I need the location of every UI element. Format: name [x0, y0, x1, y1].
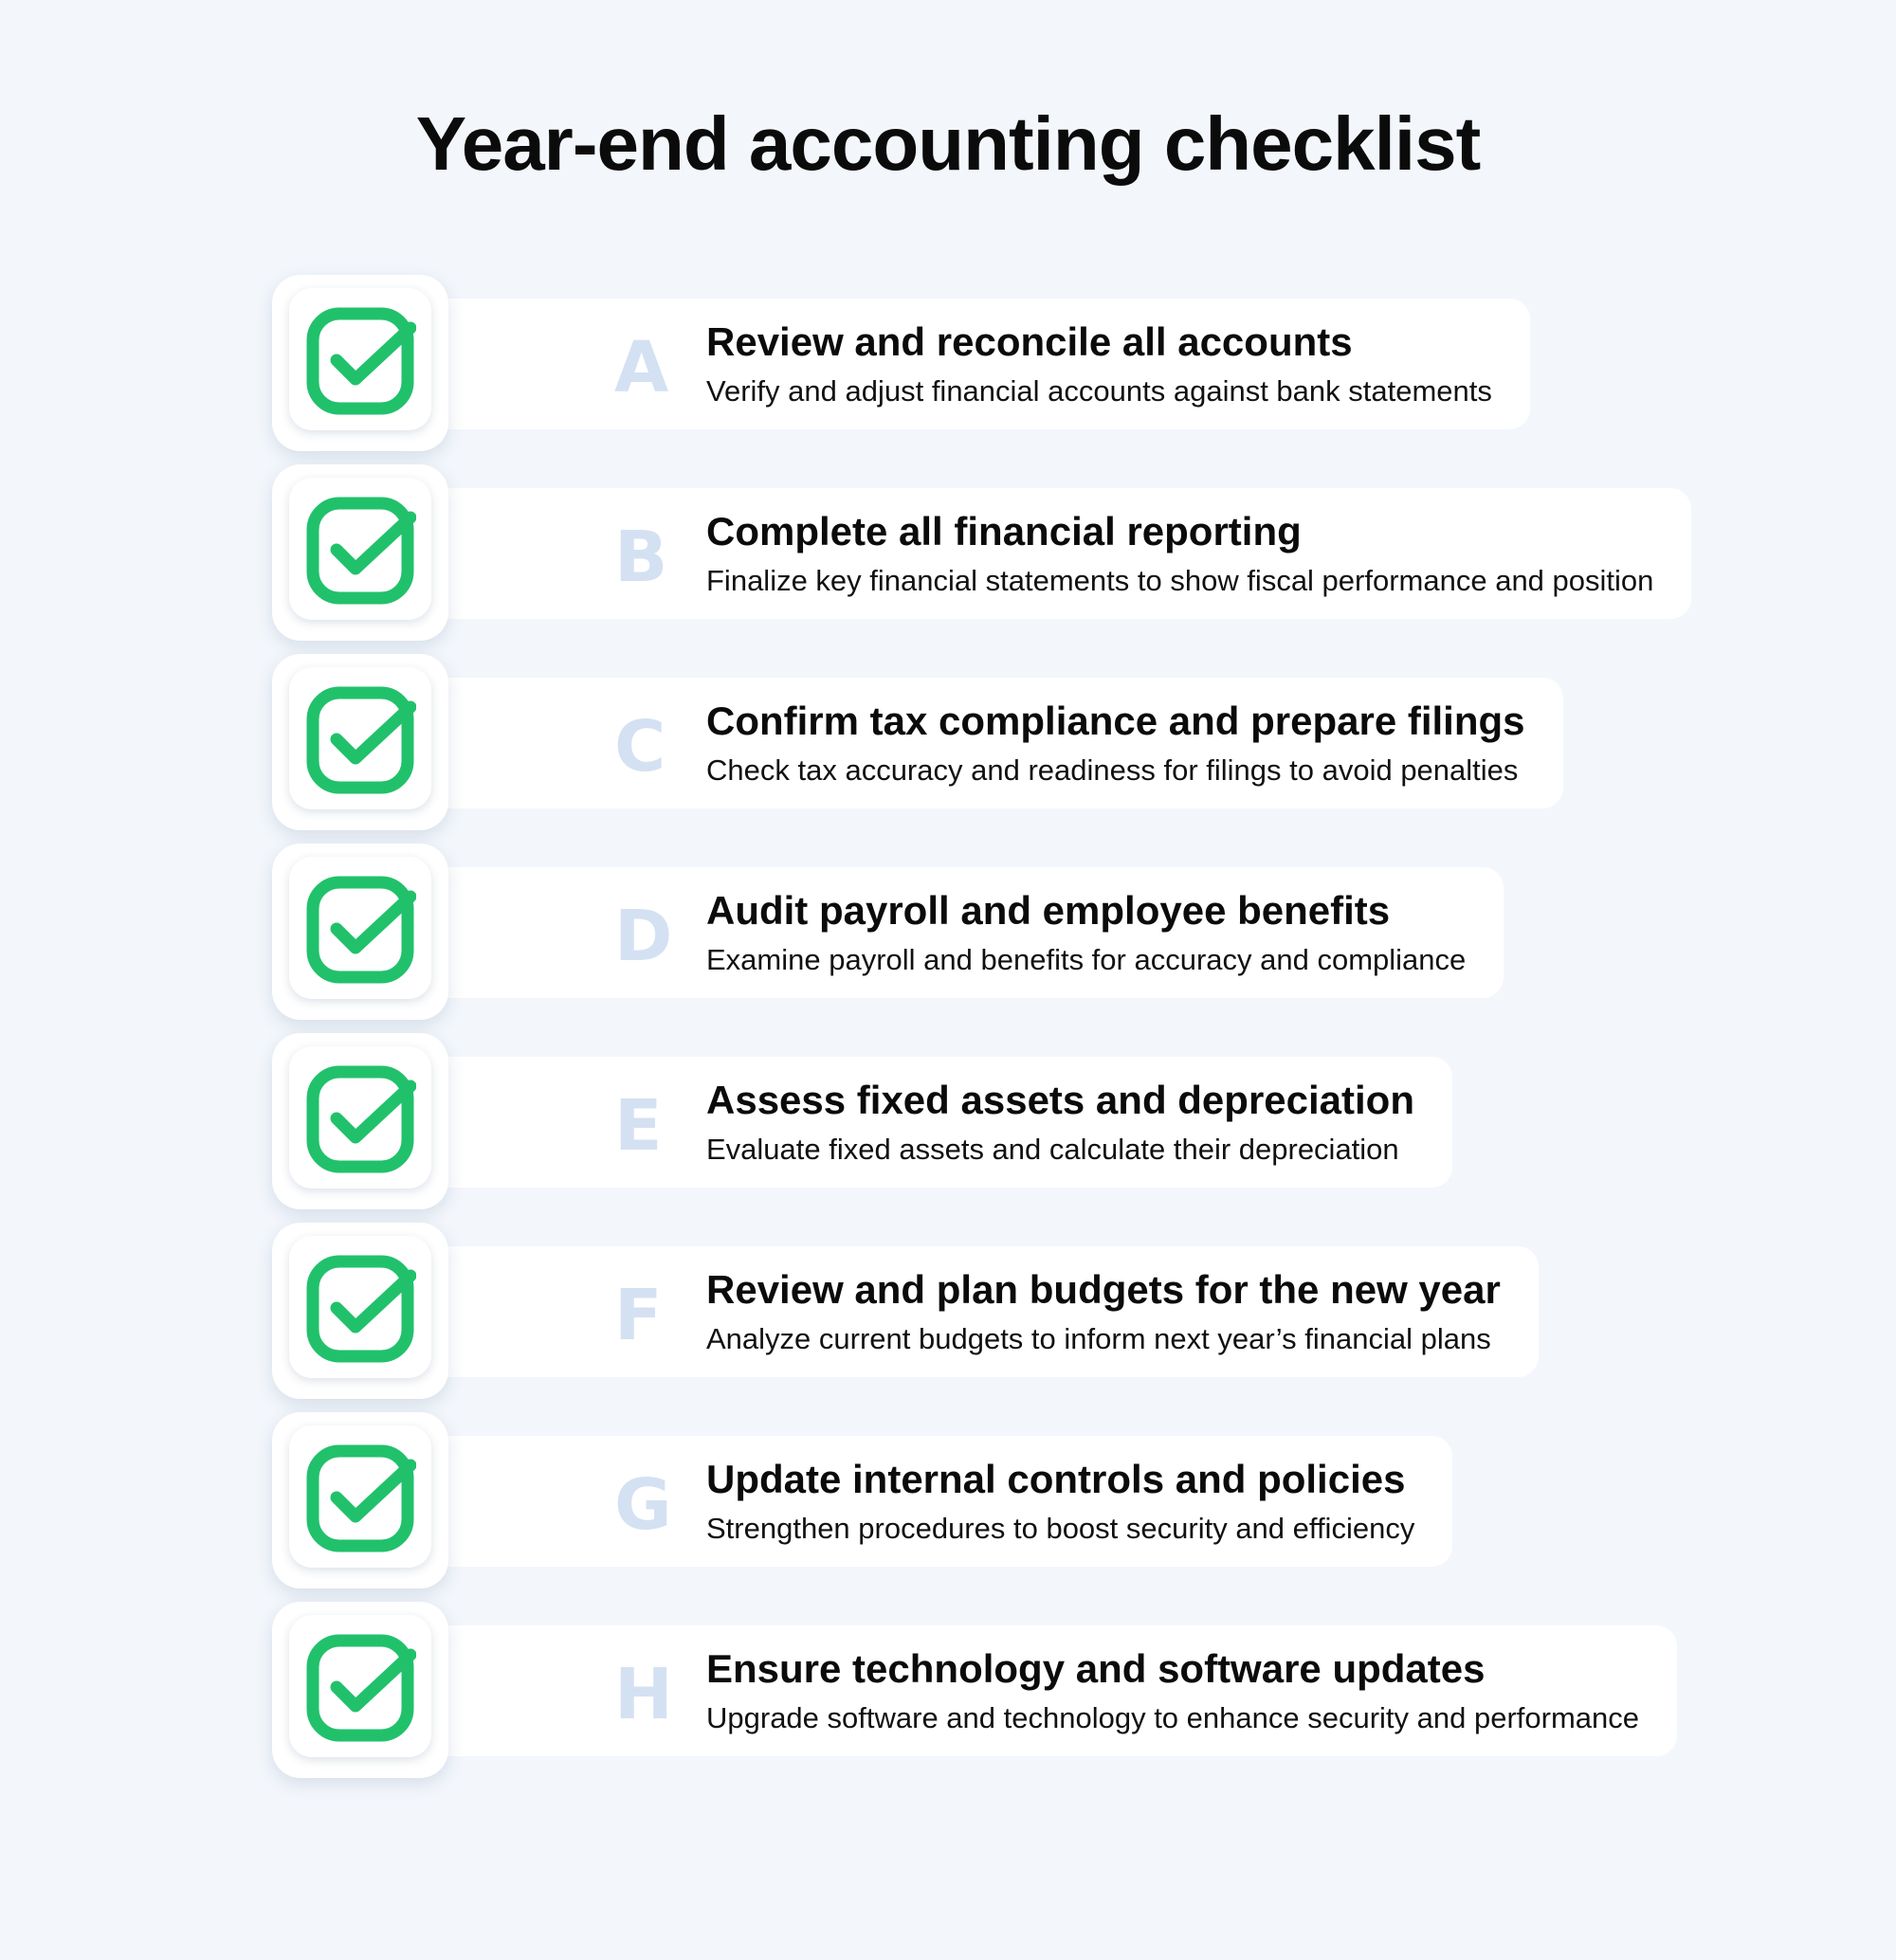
checkbox-inner: [289, 857, 431, 999]
item-card: [424, 1057, 1452, 1188]
checkbox[interactable]: [272, 1223, 448, 1399]
checkbox-inner: [289, 1615, 431, 1757]
checkbox[interactable]: [272, 844, 448, 1020]
item-description: Strengthen procedures to boost security and efficiency: [706, 1512, 1415, 1545]
item-card: [424, 1625, 1677, 1756]
item-description: Upgrade software and technology to enhance security and performance: [706, 1701, 1639, 1734]
checklist-item-d: [272, 844, 1656, 1033]
checklist: [272, 275, 1656, 1791]
item-heading: Confirm tax compliance and prepare filings: [706, 699, 1525, 743]
item-letter: D: [614, 896, 673, 977]
checkbox[interactable]: [272, 1602, 448, 1778]
checkbox-inner: [289, 1236, 431, 1378]
checkbox[interactable]: [272, 275, 448, 451]
checklist-item-f: [272, 1223, 1656, 1412]
checklist-item-h: [272, 1602, 1656, 1791]
item-card: [424, 299, 1530, 429]
item-letter: E: [614, 1085, 663, 1167]
item-card: [424, 867, 1504, 998]
item-letter: H: [614, 1654, 673, 1735]
checkbox[interactable]: [272, 1033, 448, 1209]
item-card: [424, 678, 1563, 808]
checklist-item-g: [272, 1412, 1656, 1602]
item-description: Analyze current budgets to inform next year’s financial plans: [706, 1322, 1491, 1355]
item-card: [424, 1436, 1452, 1567]
item-card: [424, 488, 1691, 619]
checkbox-inner: [289, 1046, 431, 1189]
checklist-item-c: [272, 654, 1656, 844]
checkbox-inner: [289, 667, 431, 809]
item-heading: Ensure technology and software updates: [706, 1646, 1486, 1691]
item-letter: G: [614, 1464, 672, 1546]
checkbox-checked-icon: [304, 874, 416, 986]
item-description: Examine payroll and benefits for accuracy and compliance: [706, 943, 1467, 976]
checkbox[interactable]: [272, 464, 448, 641]
checkbox-checked-icon: [304, 1063, 416, 1175]
page-title: Year-end accounting checklist: [415, 101, 1481, 186]
checkbox-checked-icon: [304, 305, 416, 417]
checkbox[interactable]: [272, 1412, 448, 1588]
item-letter: C: [614, 706, 666, 788]
checkbox-checked-icon: [304, 1632, 416, 1744]
item-heading: Complete all financial reporting: [706, 509, 1302, 554]
item-description: Finalize key financial statements to show fiscal performance and position: [706, 564, 1654, 597]
checkbox-inner: [289, 478, 431, 620]
item-description: Evaluate fixed assets and calculate their depreciation: [706, 1133, 1399, 1166]
checkbox-checked-icon: [304, 684, 416, 796]
checkbox-checked-icon: [304, 495, 416, 607]
item-heading: Audit payroll and employee benefits: [706, 888, 1391, 933]
checkbox-checked-icon: [304, 1443, 416, 1554]
checklist-item-e: [272, 1033, 1656, 1223]
checkbox[interactable]: [272, 654, 448, 830]
checklist-item-a: [272, 275, 1656, 464]
item-letter: F: [614, 1275, 663, 1356]
item-letter: B: [614, 517, 668, 598]
item-heading: Assess fixed assets and depreciation: [706, 1078, 1414, 1122]
item-card: [424, 1246, 1539, 1377]
checkbox-checked-icon: [304, 1253, 416, 1365]
item-letter: A: [614, 327, 669, 408]
checklist-item-b: [272, 464, 1656, 654]
item-heading: Review and plan budgets for the new year: [706, 1267, 1501, 1312]
item-heading: Review and reconcile all accounts: [706, 319, 1353, 364]
item-heading: Update internal controls and policies: [706, 1457, 1406, 1501]
item-description: Verify and adjust financial accounts against bank statements: [706, 374, 1492, 408]
item-description: Check tax accuracy and readiness for filings to avoid penalties: [706, 753, 1519, 787]
checkbox-inner: [289, 1425, 431, 1568]
checkbox-inner: [289, 288, 431, 430]
